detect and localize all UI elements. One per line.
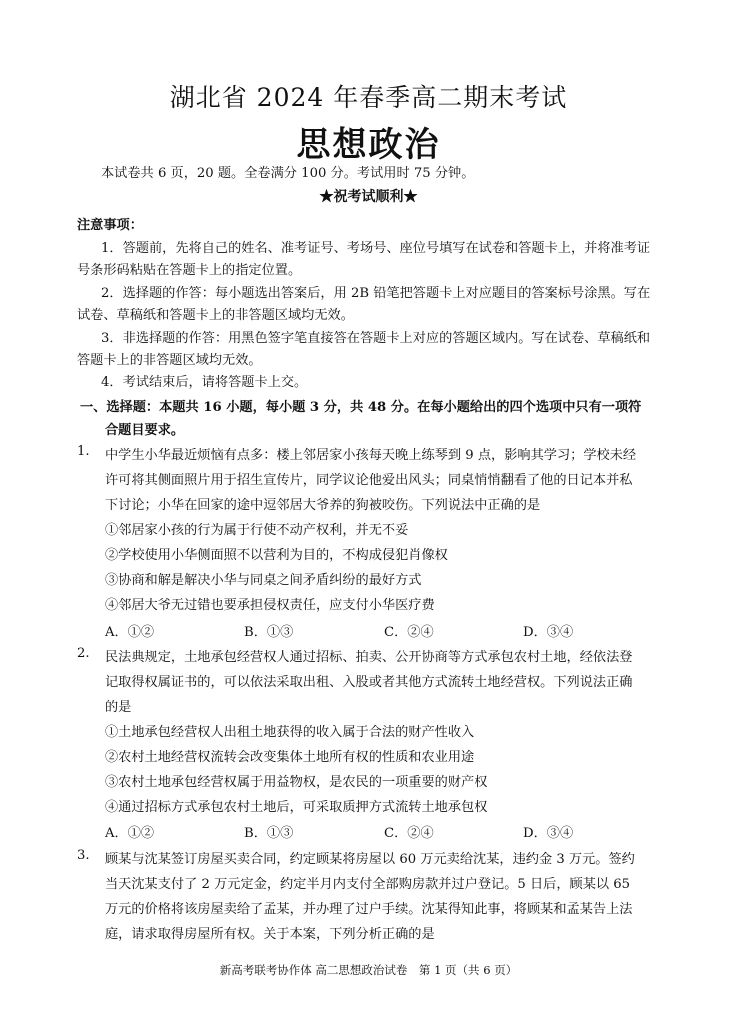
question-line: 当天沈某支付了 2 万元定金，约定半月内支付全部购房款并过户登记。5 日后，顾某以 65 (105, 877, 631, 892)
question-line: 庭，请求取得房屋所有权。关于本案，下列分析正确的是 (105, 927, 435, 942)
option-c: C．②④ (384, 625, 434, 640)
question-line: 民法典规定，土地承包经营权人通过招标、拍卖、公开协商等方式承包农村土地，经依法登 (105, 650, 633, 665)
page-footer: 新高考联考协作体 高二思想政治试卷 第 1 页（共 6 页） (219, 963, 518, 977)
question-line: 记取得权属证书的，可以依法采取出租、入股或者其他方式流转土地经营权。下列说法正确 (105, 675, 633, 690)
question-line: 万元的价格将该房屋卖给了孟某，并办理了过户手续。沈某得知此事，将顾某和孟某告上法 (105, 902, 633, 917)
question-number: 2. (77, 646, 90, 661)
notes-line: 4．考试结束后，请将答题卡上交。 (101, 375, 308, 390)
statement-line: ④通过招标方式承包农村土地后，可采取质押方式流转土地承包权 (105, 800, 488, 815)
option-a: A．①② (105, 625, 155, 640)
option-b: B．①③ (244, 826, 294, 841)
question-line: 下讨论；小华在回家的途中逗邻居大爷养的狗被咬伤。下列说法中正确的是 (105, 498, 541, 513)
section-heading: 一、选择题：本题共 16 小题，每小题 3 分，共 48 分。在每小题给出的四个选项中只有一项符 (80, 400, 642, 415)
notes-heading: 注意事项： (77, 218, 143, 233)
statement-line: ①邻居家小孩的行为属于行使不动产权利，并无不妥 (105, 523, 409, 538)
option-a: A．①② (105, 826, 155, 841)
section-heading-cont: 合题目要求。 (105, 423, 185, 438)
notes-line: 2．选择题的作答：每小题选出答案后，用 2B 铅笔把答题卡上对应题目的答案标号涂黑。写在 (101, 286, 651, 301)
question-line: 顾某与沈某签订房屋买卖合同，约定顾某将房屋以 60 万元卖给沈某，违约金 3 万元。签约 (105, 852, 635, 867)
notes-line: 试卷、草稿纸和答题卡上的非答题区域均无效。 (77, 308, 354, 323)
blessing-banner: ★祝考试顺利★ (319, 189, 418, 205)
statement-line: ③农村土地承包经营权属于用益物权，是农民的一项重要的财产权 (105, 775, 488, 790)
option-d: D．③④ (523, 826, 574, 841)
notes-line: 答题卡上的非答题区域均无效。 (77, 353, 262, 368)
question-line: 中学生小华最近烦恼有点多：楼上邻居家小孩每天晚上练琴到 9 点，影响其学习；学校未经 (105, 448, 637, 463)
option-b: B．①③ (244, 625, 294, 640)
statement-line: ④邻居大爷无过错也要承担侵权责任，应支付小华医疗费 (105, 598, 435, 613)
statement-line: ②学校使用小华侧面照不以营利为目的，不构成侵犯肖像权 (105, 548, 448, 563)
notes-line: 号条形码粘贴在答题卡上的指定位置。 (77, 263, 302, 278)
statement-line: ③协商和解是解决小华与同桌之间矛盾纠纷的最好方式 (105, 573, 422, 588)
notes-line: 1．答题前，先将自己的姓名、准考证号、考场号、座位号填写在试卷和答题卡上，并将准考证 (101, 241, 651, 256)
option-c: C．②④ (384, 826, 434, 841)
question-number: 3. (77, 848, 90, 863)
exam-intro: 本试卷共 6 页，20 题。全卷满分 100 分。考试用时 75 分钟。 (101, 166, 475, 181)
question-number: 1. (77, 444, 90, 459)
subject-title: 思想政治 (296, 125, 441, 165)
exam-title: 湖北省 2024 年春季高二期末考试 (169, 83, 568, 112)
question-line: 的是 (105, 700, 132, 715)
question-line: 许可将其侧面照片用于招生宣传片，同学议论他爱出风头；同桌悄悄翻看了他的日记本并私 (105, 473, 633, 488)
option-d: D．③④ (523, 625, 574, 640)
statement-line: ①土地承包经营权人出租土地获得的收入属于合法的财产性收入 (105, 725, 475, 740)
statement-line: ②农村土地经营权流转会改变集体土地所有权的性质和农业用途 (105, 750, 475, 765)
notes-line: 3．非选择题的作答：用黑色签字笔直接答在答题卡上对应的答题区域内。写在试卷、草稿纸和 (101, 331, 651, 346)
